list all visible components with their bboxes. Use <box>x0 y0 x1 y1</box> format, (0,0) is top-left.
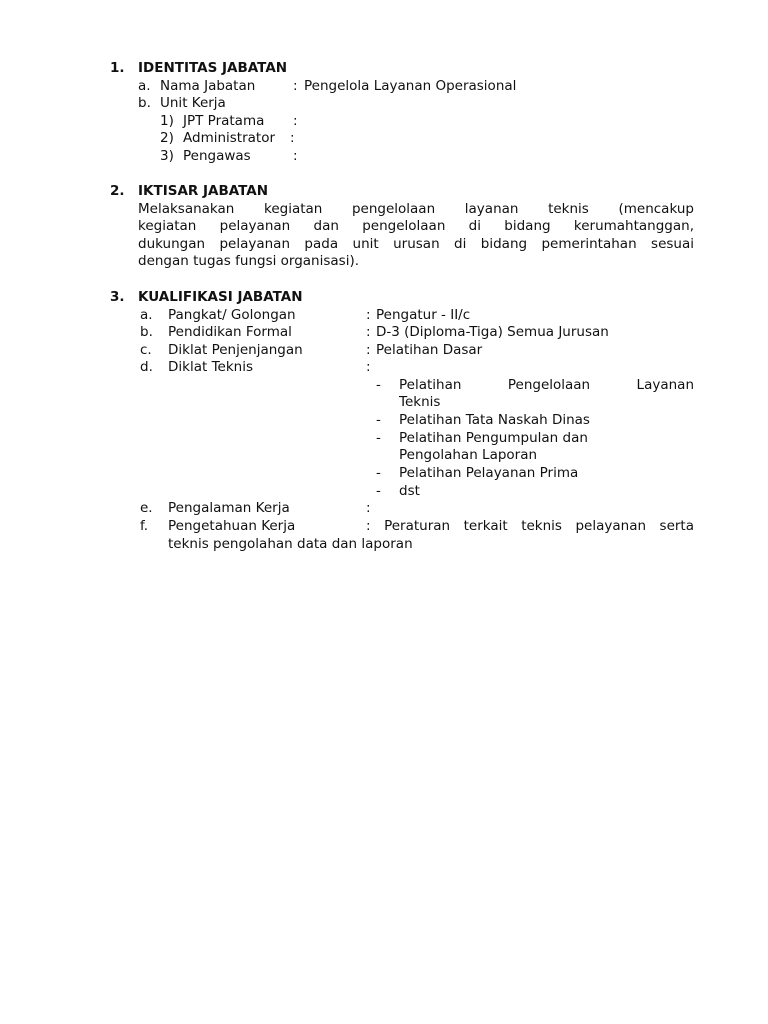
nama-jabatan-value: Pengelola Layanan Operasional <box>304 78 517 94</box>
diklat-penjenjangan-label: Diklat Penjenjangan <box>168 342 303 358</box>
pengalaman-kerja-separator: : <box>366 500 371 516</box>
diklat-item-3-line-1: Pelatihan Pengumpulan dan <box>399 430 588 446</box>
diklat-teknis-label: Diklat Teknis <box>168 359 253 375</box>
nama-jabatan-separator: : <box>293 78 298 94</box>
diklat-item-1-line-1: Pelatihan Pengelolaan Layanan <box>399 377 694 393</box>
diklat-item-4: Pelatihan Pelayanan Prima <box>399 465 579 481</box>
diklat-penjenjangan-separator: : <box>366 342 371 358</box>
pendidikan-formal-label: Pendidikan Formal <box>168 324 292 340</box>
pendidikan-formal-separator: : <box>366 324 371 340</box>
pangkat-golongan-value: Pengatur - II/c <box>376 307 471 323</box>
diklat-item-3-dash: - <box>376 430 381 446</box>
diklat-item-5: dst <box>399 483 420 499</box>
kualifikasi-f-letter: f. <box>140 518 149 534</box>
diklat-teknis-separator: : <box>366 359 371 375</box>
nama-jabatan-label: Nama Jabatan <box>160 78 256 94</box>
unit-jpt-pratama-separator: : <box>293 113 298 129</box>
kualifikasi-d-letter: d. <box>140 359 153 375</box>
kualifikasi-b-letter: b. <box>140 324 153 340</box>
unit-1-number: 1) <box>160 113 174 129</box>
pendidikan-formal-value: D-3 (Diploma-Tiga) Semua Jurusan <box>376 324 609 340</box>
section-3-number: 3. <box>110 289 125 305</box>
section-2-heading: IKTISAR JABATAN <box>138 183 269 199</box>
diklat-item-2: Pelatihan Tata Naskah Dinas <box>399 412 590 428</box>
item-a-letter: a. <box>138 78 151 94</box>
diklat-item-5-dash: - <box>376 483 381 499</box>
pengalaman-kerja-label: Pengalaman Kerja <box>168 500 290 516</box>
iktisar-line-3: dukungan pelayanan pada unit urusan di bidang pemerintahan sesuai <box>138 236 694 252</box>
diklat-item-1-line-2: Teknis <box>399 394 441 410</box>
pangkat-golongan-separator: : <box>366 307 371 323</box>
unit-administrator-separator: : <box>290 130 295 146</box>
diklat-item-3-line-2: Pengolahan Laporan <box>399 447 538 463</box>
pangkat-golongan-label: Pangkat/ Golongan <box>168 307 296 323</box>
unit-kerja-label: Unit Kerja <box>160 95 226 111</box>
pengetahuan-kerja-value-line-2: teknis pengolahan data dan laporan <box>168 536 413 552</box>
diklat-penjenjangan-value: Pelatihan Dasar <box>376 342 483 358</box>
iktisar-line-2: kegiatan pelayanan dan pengelolaan di bidang kerumahtanggan, <box>138 218 694 234</box>
kualifikasi-c-letter: c. <box>140 342 152 358</box>
item-b-letter: b. <box>138 95 151 111</box>
pengetahuan-kerja-label: Pengetahuan Kerja <box>168 518 296 534</box>
kualifikasi-e-letter: e. <box>140 500 153 516</box>
iktisar-line-1: Melaksanakan kegiatan pengelolaan layanan teknis (mencakup <box>138 201 694 217</box>
diklat-item-1-dash: - <box>376 377 381 393</box>
unit-pengawas-label: Pengawas <box>183 148 251 164</box>
unit-administrator-label: Administrator <box>183 130 276 146</box>
diklat-item-2-dash: - <box>376 412 381 428</box>
section-1-number: 1. <box>110 60 125 76</box>
section-2-number: 2. <box>110 183 125 199</box>
iktisar-line-4: dengan tugas fungsi organisasi). <box>138 253 360 269</box>
section-1-heading: IDENTITAS JABATAN <box>138 60 288 76</box>
diklat-item-4-dash: - <box>376 465 381 481</box>
unit-2-number: 2) <box>160 130 174 146</box>
unit-pengawas-separator: : <box>293 148 298 164</box>
unit-jpt-pratama-label: JPT Pratama <box>183 113 265 129</box>
section-3-heading: KUALIFIKASI JABATAN <box>138 289 303 305</box>
unit-3-number: 3) <box>160 148 174 164</box>
kualifikasi-a-letter: a. <box>140 307 153 323</box>
pengetahuan-kerja-value-line-1: : Peraturan terkait teknis pelayanan serta <box>366 518 694 534</box>
